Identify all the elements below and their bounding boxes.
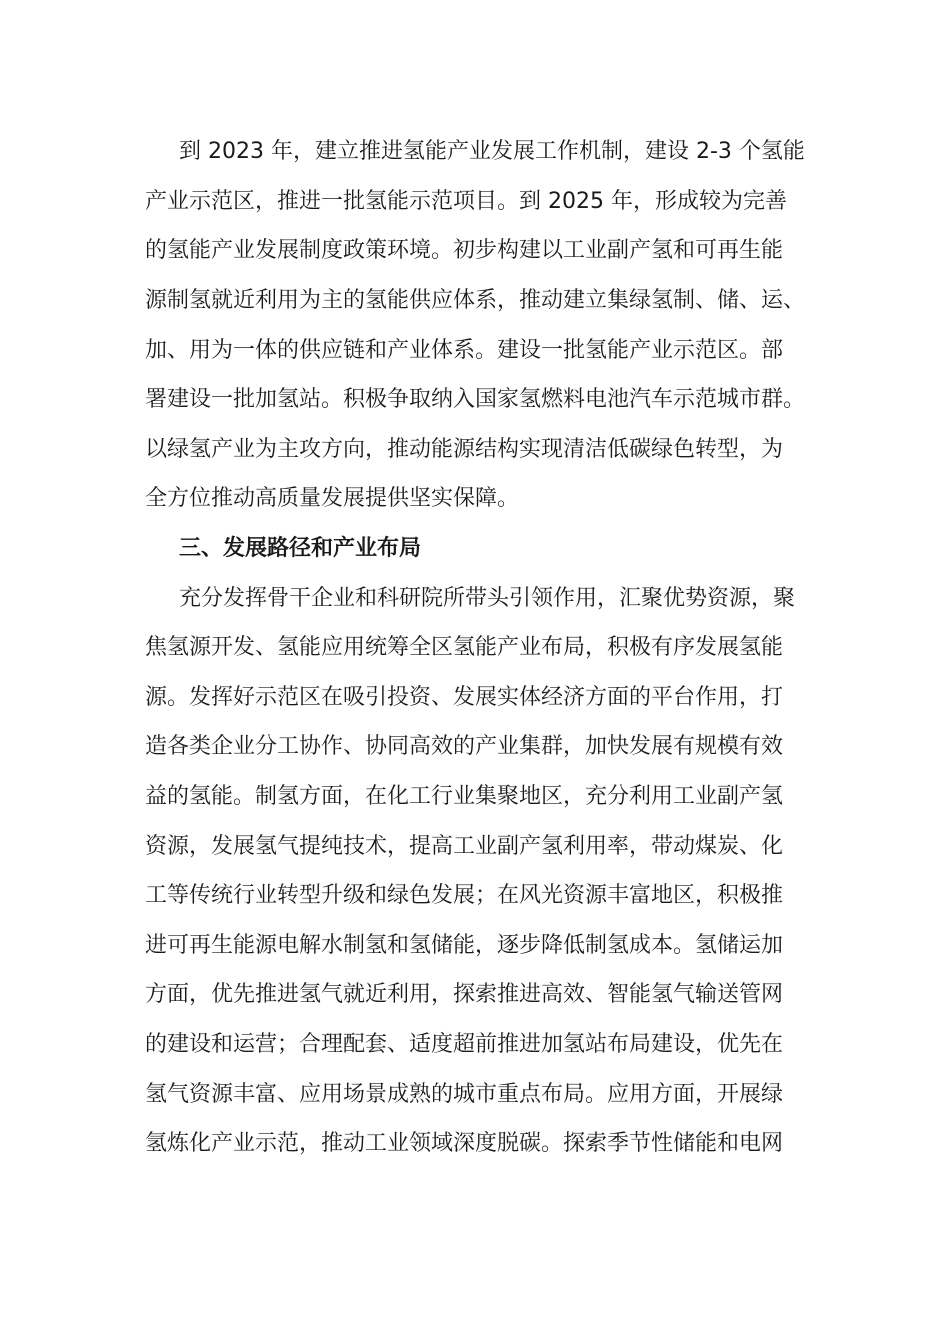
paragraph-line: 源制氢就近利用为主的氢能供应体系，推动建立集绿氢制、储、运、 bbox=[145, 288, 806, 313]
paragraph-line: 氢气资源丰富、应用场景成熟的城市重点布局。应用方面，开展绿 bbox=[145, 1082, 784, 1107]
paragraph-line: 以绿氢产业为主攻方向，推动能源结构实现清洁低碳绿色转型，为 bbox=[145, 437, 784, 462]
paragraph-line: 资源，发展氢气提纯技术，提高工业副产氢利用率，带动煤炭、化 bbox=[145, 834, 784, 859]
paragraph-line: 的氢能产业发展制度政策环境。初步构建以工业副产氢和可再生能 bbox=[145, 238, 784, 263]
paragraph-line: 到 2023 年，建立推进氢能产业发展工作机制，建设 2-3 个氢能 bbox=[179, 139, 805, 164]
paragraph-line: 署建设一批加氢站。积极争取纳入国家氢燃料电池汽车示范城市群。 bbox=[145, 387, 806, 412]
paragraph-line: 工等传统行业转型升级和绿色发展；在风光资源丰富地区，积极推 bbox=[145, 883, 784, 908]
paragraph-line: 加、用为一体的供应链和产业体系。建设一批氢能产业示范区。部 bbox=[145, 338, 784, 363]
paragraph-line: 益的氢能。制氢方面，在化工行业集聚地区，充分利用工业副产氢 bbox=[145, 784, 784, 809]
paragraph-line: 的建设和运营；合理配套、适度超前推进加氢站布局建设，优先在 bbox=[145, 1032, 784, 1057]
paragraph-line: 进可再生能源电解水制氢和氢储能，逐步降低制氢成本。氢储运加 bbox=[145, 933, 784, 958]
section-heading: 三、发展路径和产业布局 bbox=[179, 536, 422, 561]
paragraph-line: 方面，优先推进氢气就近利用，探索推进高效、智能氢气输送管网 bbox=[145, 982, 784, 1007]
paragraph-line: 全方位推动高质量发展提供坚实保障。 bbox=[145, 486, 520, 511]
paragraph-line: 产业示范区，推进一批氢能示范项目。到 2025 年，形成较为完善 bbox=[145, 189, 787, 214]
paragraph-line: 氢炼化产业示范，推动工业领域深度脱碳。探索季节性储能和电网 bbox=[145, 1131, 784, 1156]
paragraph-line: 焦氢源开发、氢能应用统筹全区氢能产业布局，积极有序发展氢能 bbox=[145, 635, 784, 660]
paragraph-line: 造各类企业分工协作、协同高效的产业集群，加快发展有规模有效 bbox=[145, 734, 784, 759]
paragraph-line: 充分发挥骨干企业和科研院所带头引领作用，汇聚优势资源，聚 bbox=[179, 586, 796, 611]
paragraph-line: 源。发挥好示范区在吸引投资、发展实体经济方面的平台作用，打 bbox=[145, 685, 784, 710]
